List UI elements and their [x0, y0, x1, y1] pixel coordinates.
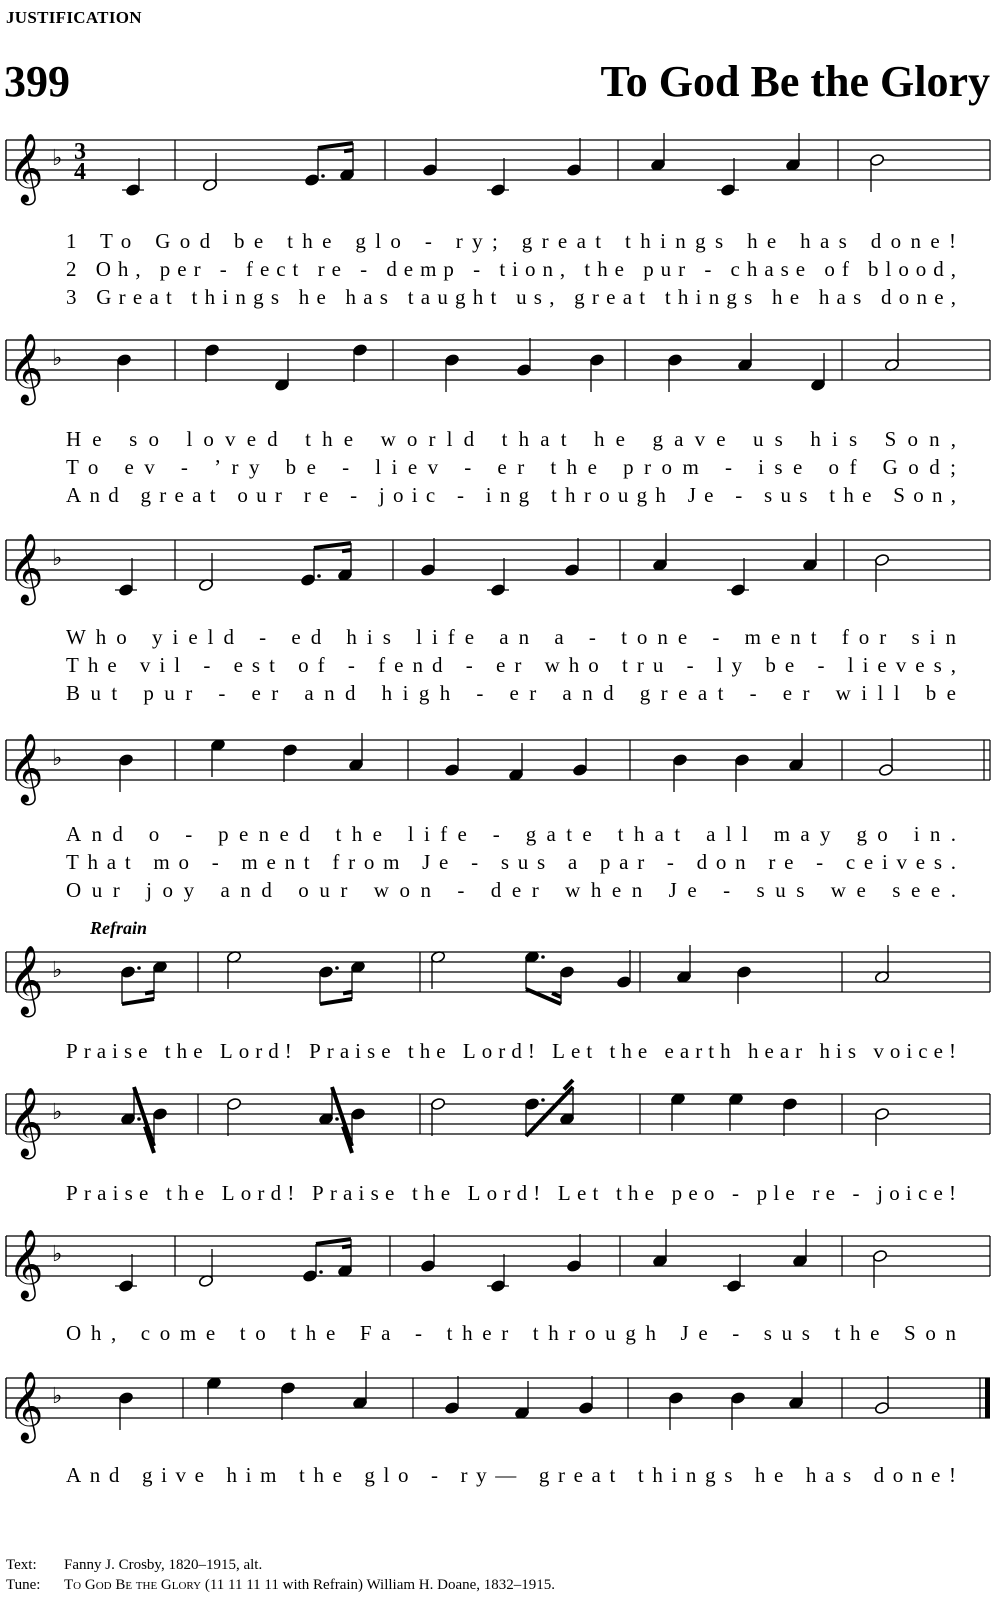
- treble-clef: 𝄞: [8, 333, 44, 403]
- beam: [342, 550, 351, 551]
- treble-clef: 𝄞: [8, 945, 44, 1015]
- lyric-line: 1 To God be the glo - ry; great things he has done!: [66, 229, 957, 253]
- lyric-line: Oh, come to the Fa - ther through Je - sus the Son: [66, 1321, 956, 1345]
- flat-sign: ♭: [52, 1100, 63, 1125]
- lyric-line: Praise the Lord! Praise the Lord! Let the peo - ple re - joice!: [66, 1181, 957, 1205]
- lyric-line: That mo - ment from Je - sus a par - don re - ceives.: [66, 850, 956, 874]
- flat-sign: ♭: [52, 1384, 63, 1409]
- tune-name: To God Be the Glory: [64, 1577, 202, 1593]
- lyric-line: He so loved the world that he gave us his Son,: [66, 427, 956, 451]
- augmentation-dot: [335, 966, 339, 970]
- beam: [316, 1239, 351, 1244]
- beam: [145, 992, 154, 993]
- hymn-title: To God Be the Glory: [600, 57, 990, 106]
- hymn-number: 399: [4, 57, 70, 106]
- augmentation-dot: [321, 174, 325, 178]
- augmentation-dot: [137, 1117, 141, 1121]
- beam: [134, 1087, 154, 1146]
- lyric-line: To ev - ’ry be - liev - er the prom - ise of God;: [66, 455, 956, 479]
- augmentation-dot: [317, 574, 321, 578]
- text-credit-label: Text:: [6, 1557, 37, 1573]
- text-credit-value: Fanny J. Crosby, 1820–1915, alt.: [64, 1557, 263, 1573]
- lyric-line: Praise the Lord! Praise the Lord! Let the earth hear his voice!: [66, 1039, 956, 1063]
- augmentation-dot: [541, 1098, 545, 1102]
- lyric-line: And give him the glo - ry— great things he has done!: [66, 1463, 957, 1487]
- beam: [314, 543, 351, 548]
- beam: [342, 1246, 351, 1247]
- augmentation-dot: [319, 1270, 323, 1274]
- flat-sign: ♭: [52, 746, 63, 771]
- flat-sign: ♭: [52, 1242, 63, 1267]
- lyric-line: The vil - est of - fend - er who tru - ly be - lieves,: [66, 653, 957, 677]
- lyric-line: 2 Oh, per - fect re - demp - tion, the pur - chase of blood,: [66, 257, 956, 281]
- beam: [552, 993, 561, 997]
- tune-credit-label: Tune:: [6, 1577, 41, 1593]
- lyric-line: 3 Great things he has taught us, great things he has done,: [66, 285, 956, 309]
- augmentation-dot: [541, 955, 545, 959]
- flat-sign: ♭: [52, 958, 63, 983]
- lyric-line: Who yield - ed his life an a - tone - ment for sin: [66, 625, 957, 649]
- treble-clef: 𝄞: [8, 133, 44, 203]
- tune-credit: [6, 1576, 555, 1594]
- time-signature-top: 3: [74, 139, 86, 165]
- flat-sign: ♭: [52, 346, 63, 371]
- beam: [332, 1087, 352, 1146]
- beam: [318, 143, 353, 148]
- beam: [320, 999, 352, 1004]
- text-credit: [6, 1556, 262, 1574]
- time-signature-bottom: 4: [74, 159, 86, 185]
- lyric-line: And o - pened the life - gate that all may go in.: [66, 822, 957, 846]
- lyric-line: And great our re - joic - ing through Je - sus the Son,: [66, 483, 956, 507]
- flat-sign: ♭: [52, 146, 63, 171]
- treble-clef: 𝄞: [8, 1371, 44, 1441]
- augmentation-dot: [137, 966, 141, 970]
- lyric-line: But pur - er and high - er and great - er will be: [66, 681, 957, 705]
- flat-sign: ♭: [52, 546, 63, 571]
- refrain-label: Refrain: [90, 918, 148, 938]
- beam: [122, 999, 154, 1004]
- category-heading: JUSTIFICATION: [6, 8, 142, 27]
- lyric-line: Our joy and our won - der when Je - sus we see.: [66, 878, 956, 902]
- treble-clef: 𝄞: [8, 733, 44, 803]
- treble-clef: 𝄞: [8, 1087, 44, 1157]
- final-barline: [985, 1378, 990, 1418]
- tune-credit-value: (11 11 11 11 with Refrain) William H. Doane, 1832–1915.: [201, 1577, 556, 1593]
- treble-clef: 𝄞: [8, 533, 44, 603]
- augmentation-dot: [335, 1117, 339, 1121]
- treble-clef: 𝄞: [8, 1229, 44, 1299]
- beam: [343, 992, 352, 993]
- beam: [344, 150, 353, 151]
